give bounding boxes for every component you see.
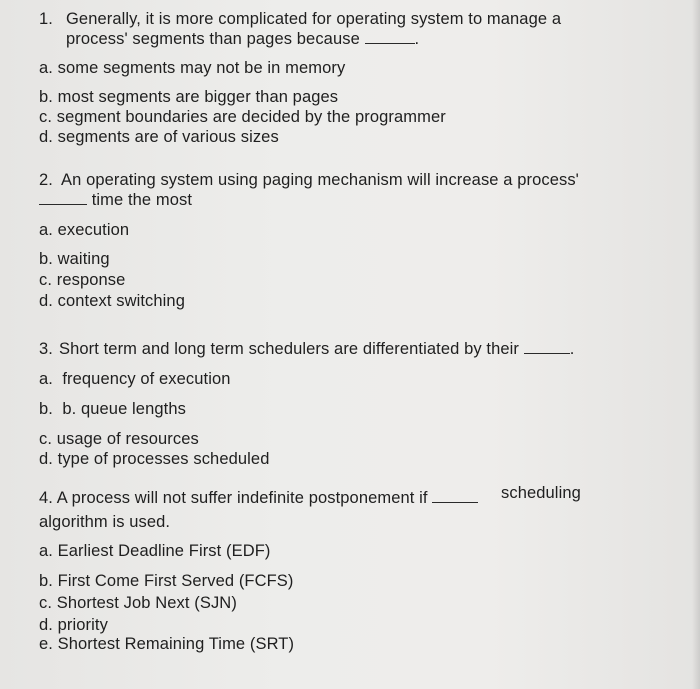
question-stem: An operating system using paging mechanism will increase a process': [61, 171, 579, 189]
option-c[interactable]: c. segment boundaries are decided by the programmer: [39, 108, 446, 126]
option-a[interactable]: a. frequency of execution: [39, 370, 231, 388]
option-c[interactable]: c. Shortest Job Next (SJN): [39, 594, 237, 612]
option-c[interactable]: c. response: [39, 271, 126, 289]
option-b[interactable]: b. most segments are bigger than pages: [39, 88, 339, 106]
option-a[interactable]: a. execution: [39, 221, 130, 239]
option-b[interactable]: b. waiting: [39, 250, 110, 268]
answer-blank: [432, 490, 478, 503]
question-stem: 4. A process will not suffer indefinite postponement if: [39, 489, 478, 508]
option-d[interactable]: d. type of processes scheduled: [39, 450, 270, 468]
option-a[interactable]: a. Earliest Deadline First (EDF): [39, 542, 271, 560]
question-stem: time the most: [39, 191, 192, 210]
question-stem: algorithm is used.: [39, 513, 171, 531]
question-number: 2.: [39, 171, 53, 189]
question-stem: Generally, it is more complicated for operating system to manage a: [66, 10, 562, 28]
option-d[interactable]: d. priority: [39, 616, 108, 634]
question-stem: Short term and long term schedulers are differentiated by their .: [59, 340, 575, 358]
paper-edge-shadow: [692, 0, 700, 689]
option-d[interactable]: d. segments are of various sizes: [39, 128, 279, 146]
question-number: 3.: [39, 340, 53, 358]
answer-blank: [39, 192, 87, 205]
option-b[interactable]: b. First Come First Served (FCFS): [39, 572, 294, 590]
option-e[interactable]: e. Shortest Remaining Time (SRT): [39, 635, 295, 653]
option-c[interactable]: c. usage of resources: [39, 430, 199, 448]
answer-blank: [524, 341, 570, 354]
question-stem-continued: scheduling: [501, 484, 581, 502]
answer-blank: [365, 31, 415, 44]
option-b[interactable]: b. b. queue lengths: [39, 400, 186, 418]
option-a[interactable]: a. some segments may not be in memory: [39, 59, 346, 77]
option-d[interactable]: d. context switching: [39, 292, 185, 310]
question-number: 1.: [39, 10, 53, 28]
question-stem: process' segments than pages because .: [66, 30, 420, 48]
